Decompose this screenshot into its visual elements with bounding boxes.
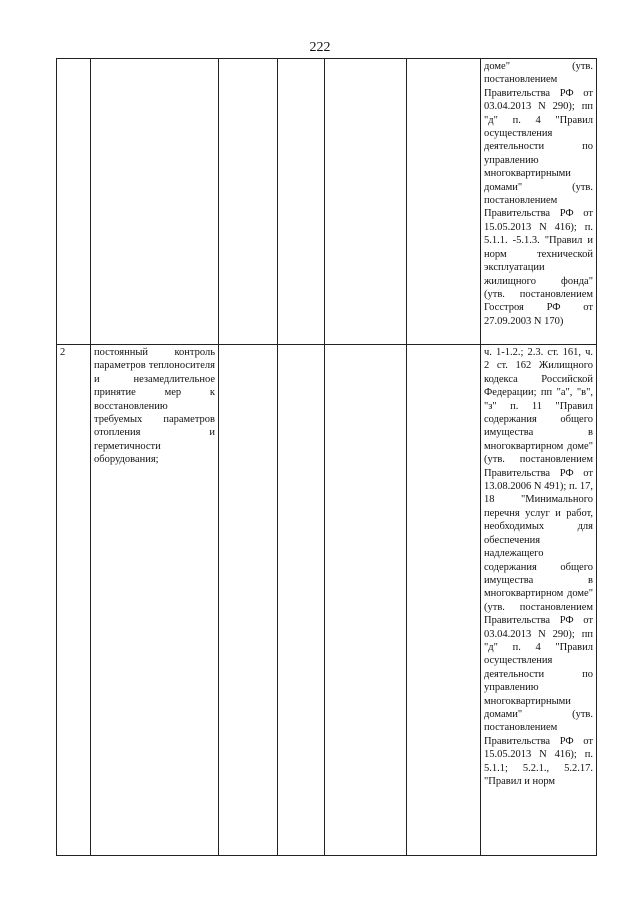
row-number-cell: 2 [57,345,91,856]
empty-cell [219,59,278,345]
empty-cell [407,345,481,856]
empty-cell [219,345,278,856]
empty-cell [325,345,407,856]
requirements-table [56,58,597,856]
table-row [57,345,597,856]
table-row [57,59,597,345]
work-description-cell: постоянный контроль параметров теплоносителя и незамедлительное принятие мер к восстановлению требуемых параметров отопления и герметичности оборудования; [91,345,219,856]
empty-cell [407,59,481,345]
empty-cell [278,59,325,345]
empty-cell [325,59,407,345]
work-description-cell [91,59,219,345]
legal-basis-cell: доме" (утв. постановлением Правительства РФ от 03.04.2013 N 290); пп "д" п. 4 "Правил осуществления деятельности по управлению многоквартирными домами" (утв. постановлением Правительства РФ от 15.05.2013 N 416); п. 5.1.1. -5.1.3. "Правил и норм технической эксплуатации жилищного фонда" (утв. постановлением Госстроя РФ от 27.09.2003 N 170) [481,59,597,345]
row-number-cell [57,59,91,345]
empty-cell [278,345,325,856]
page-number: 222 [309,40,331,55]
legal-basis-cell: ч. 1-1.2.; 2.3. ст. 161, ч. 2 ст. 162 Жилищного кодекса Российской Федерации; пп "а", "в", "з" п. 11 "Правил содержания общего имущества в многоквартирном доме" (утв. постановлением Правительства РФ от 13.08.2006 N 491); п. 17, 18 "Минимального перечня услуг и работ, необходимых для обеспечения надлежащего содержания общего имущества в многоквартирном доме" (утв. постановлением Правительства РФ от 03.04.2013 N 290); пп "д" п. 4 "Правил осуществления деятельности по управлению многоквартирными домами" (утв. постановлением Правительства РФ от 15.05.2013 N 416); п. 5.1.1; 5.2.1., 5.2.17. "Правил и норм [481,345,597,856]
